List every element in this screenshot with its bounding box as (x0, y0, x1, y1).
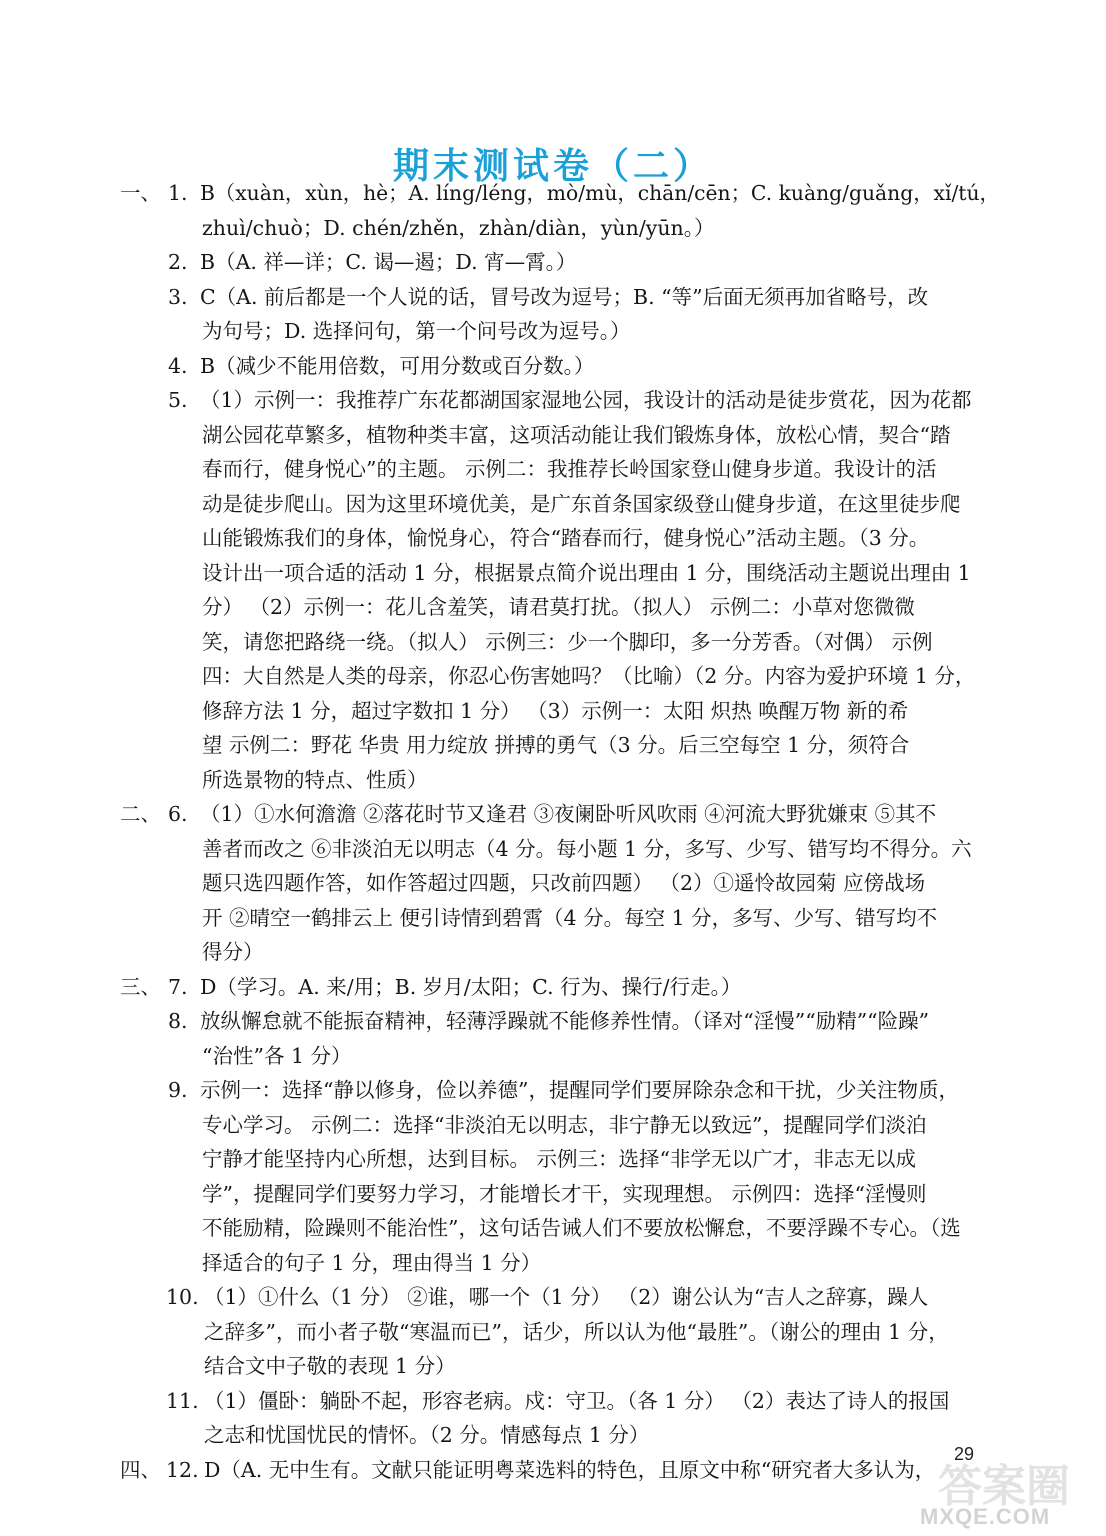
answer-text: B（xuàn，xùn，hè；A. líng/léng，mò/mù，chān/cēn；C. kuàng/guǎng，xǐ/tú， (200, 181, 1000, 205)
answer-text: 专心学习。 示例二：选择“非淡泊无以明志，非宁静无以致远”，提醒同学们淡泊 (202, 1112, 927, 1137)
answer-text: 动是徒步爬山。因为这里环境优美，是广东首条国家级登山健身步道，在这里徒步爬 (202, 491, 961, 516)
answer-line (0, 280, 1106, 315)
answer-line (0, 797, 1106, 832)
watermark (920, 1450, 1096, 1532)
answer-text: （1）①水何澹澹 ②落花时节又逢君 ③夜阑卧听风吹雨 ④河流大野犹嫌束 ⑤其不 (200, 802, 937, 826)
section-number: 二、 (120, 802, 161, 826)
answer-text: 之辞多”，而小者子敬“寒温而已”，话少，所以认为他“最胜”。（谢公的理由 1 分， (204, 1319, 949, 1344)
answer-text: 结合文中子敬的表现 1 分） (204, 1354, 456, 1378)
watermark-site: MXQE.COM (920, 1504, 1051, 1529)
answer-line (0, 728, 1106, 763)
section-number: 一、 (120, 181, 161, 205)
question-number: 4. (168, 353, 188, 378)
question-number: 9. (168, 1078, 188, 1102)
answer-text: 分） （2）示例一：花儿含羞笑，请君莫打扰。（拟人） 示例二：小草对您微微 (202, 595, 915, 619)
answer-line (0, 625, 1106, 660)
question-number: 10. (166, 1285, 199, 1309)
answer-text: 之志和忧国忧民的情怀。（2 分。情感每点 1 分） (204, 1423, 650, 1447)
answer-line (0, 1384, 1106, 1419)
answer-line (0, 970, 1106, 1005)
answer-text: 笑，请您把路绕一绕。（拟人） 示例三：少一个脚印，多一分芳香。（对偶） 示例 (202, 629, 933, 654)
question-number: 3. (168, 284, 188, 309)
answer-text: 开 ②晴空一鹤排云上 便引诗情到碧霄（4 分。每空 1 分，多写、少写、错写均不 (202, 905, 938, 930)
answer-text: 四：大自然是人类的母亲，你忍心伤害她吗？（比喻）（2 分。内容为爱护环境 1 分， (202, 664, 976, 688)
answer-line (0, 1073, 1106, 1108)
answer-text: “治性”各 1 分） (202, 1043, 352, 1068)
answer-text: C（A. 前后都是一个人说的话，冒号改为逗号；B. “等”后面无须再加省略号，改 (200, 284, 929, 309)
question-number: 8. (168, 1009, 188, 1033)
answer-text: （1）①什么（1 分） ②谁，哪一个（1 分） （2）谢公认为“吉人之辞寡，躁人 (204, 1285, 929, 1309)
answer-content (0, 176, 1106, 1487)
answer-text: 善者而改之 ⑥非淡泊无以明志（4 分。每小题 1 分，多写、少写、错写均不得分。六 (202, 836, 972, 861)
question-number: 11. (166, 1388, 199, 1413)
answer-text: 修辞方法 1 分，超过字数扣 1 分） （3）示例一：太阳 炽热 唤醒万物 新的希 (202, 698, 909, 723)
answer-text: 得分） (202, 940, 264, 964)
answer-line (0, 763, 1106, 798)
section-number: 三、 (120, 974, 161, 999)
answer-line (0, 349, 1106, 384)
answer-text: B（A. 祥—详；C. 谒—遏；D. 宵—霄。） (200, 250, 577, 274)
answer-text: 放纵懈怠就不能振奋精神，轻薄浮躁就不能修养性情。（译对“淫慢”“励精”“险躁” (200, 1009, 930, 1033)
answer-text: （1）示例一：我推荐广东花都湖国家湿地公园，我设计的活动是徒步赏花，因为花都 (200, 388, 972, 412)
answer-text: 春而行，健身悦心”的主题。 示例二：我推荐长岭国家登山健身步道。我设计的活 (202, 457, 937, 481)
answer-line (0, 590, 1106, 625)
answer-line (0, 832, 1106, 867)
question-number: 6. (168, 802, 188, 826)
answer-line (0, 521, 1106, 556)
answer-text: 宁静才能坚持内心所想，达到目标。 示例三：选择“非学无以广才，非志无以成 (202, 1147, 916, 1171)
answer-line (0, 935, 1106, 970)
answer-line (0, 1246, 1106, 1281)
answer-line (0, 659, 1106, 694)
answer-line (0, 211, 1106, 246)
answer-line (0, 452, 1106, 487)
answer-line (0, 556, 1106, 591)
answer-text: 为句号；D. 选择问句，第一个问号改为逗号。） (202, 319, 631, 343)
answer-text: 择适合的句子 1 分，理由得当 1 分） (202, 1250, 542, 1275)
answer-line (0, 1418, 1106, 1453)
answer-text: B（减少不能用倍数，可用分数或百分数。） (200, 353, 595, 378)
answer-line (0, 487, 1106, 522)
answer-line (0, 383, 1106, 418)
answer-text: 设计出一项合适的活动 1 分，根据景点简介说出理由 1 分，围绕活动主题说出理由 1 (202, 560, 971, 585)
question-number: 2. (168, 250, 188, 274)
answer-line (0, 1349, 1106, 1384)
section-number: 四、 (120, 1457, 161, 1482)
answer-line (0, 1211, 1106, 1246)
answer-text: 示例一：选择“静以修身，俭以养德”，提醒同学们要屏除杂念和干扰，少关注物质， (200, 1078, 959, 1102)
answer-text: zhuì/chuò；D. chén/zhěn，zhàn/diàn，yùn/yūn。） (202, 215, 715, 240)
question-number: 5. (168, 388, 188, 412)
question-number: 1. (168, 181, 188, 205)
question-number: 12. (166, 1457, 199, 1482)
answer-line (0, 418, 1106, 453)
answer-text: 望 示例二：野花 华贵 用力绽放 拼搏的勇气（3 分。后三空每空 1 分，须符合 (202, 733, 910, 757)
answer-line (0, 1004, 1106, 1039)
answer-text: 山能锻炼我们的身体，愉悦身心，符合“踏春而行，健身悦心”活动主题。（3 分。 (202, 526, 930, 550)
answer-line (0, 1039, 1106, 1074)
answer-text: （1）僵卧：躺卧不起，形容老病。戍：守卫。（各 1 分） （2）表达了诗人的报国 (204, 1388, 950, 1413)
answer-text: 题只选四题作答，如作答超过四题，只改前四题） （2）①遥怜故园菊 应傍战场 (202, 871, 926, 895)
answer-line (0, 694, 1106, 729)
page-title: 期末测试卷（二） (392, 146, 713, 187)
page-number: 29 (954, 1444, 975, 1464)
answer-text: D（学习。A. 来/用；B. 岁月/太阳；C. 行为、操行/行走。） (200, 974, 742, 999)
question-number: 7. (168, 974, 188, 999)
answer-line (0, 1108, 1106, 1143)
answer-line (0, 1142, 1106, 1177)
answer-line (0, 1177, 1106, 1212)
answer-line (0, 314, 1106, 349)
answer-text: 湖公园花草繁多，植物种类丰富，这项活动能让我们锻炼身体，放松心情，契合“踏 (202, 422, 951, 447)
answer-line (0, 901, 1106, 936)
watermark-logo: 答案圈 (938, 1461, 1070, 1512)
answer-text: 所选景物的特点、性质） (202, 767, 428, 792)
answer-text: 学”，提醒同学们要努力学习，才能增长才干，实现理想。 示例四：选择“淫慢则 (202, 1181, 927, 1206)
answer-text: 不能励精，险躁则不能治性”，这句话告诫人们不要放松懈怠，不要浮躁不专心。（选 (202, 1216, 961, 1240)
answer-line (0, 245, 1106, 280)
answer-line (0, 866, 1106, 901)
answer-line (0, 1280, 1106, 1315)
answer-text: D（A. 无中生有。文献只能证明粤菜选料的特色，且原文中称“研究者大多认为， (204, 1457, 936, 1482)
answer-line (0, 176, 1106, 211)
answer-line (0, 1315, 1106, 1350)
